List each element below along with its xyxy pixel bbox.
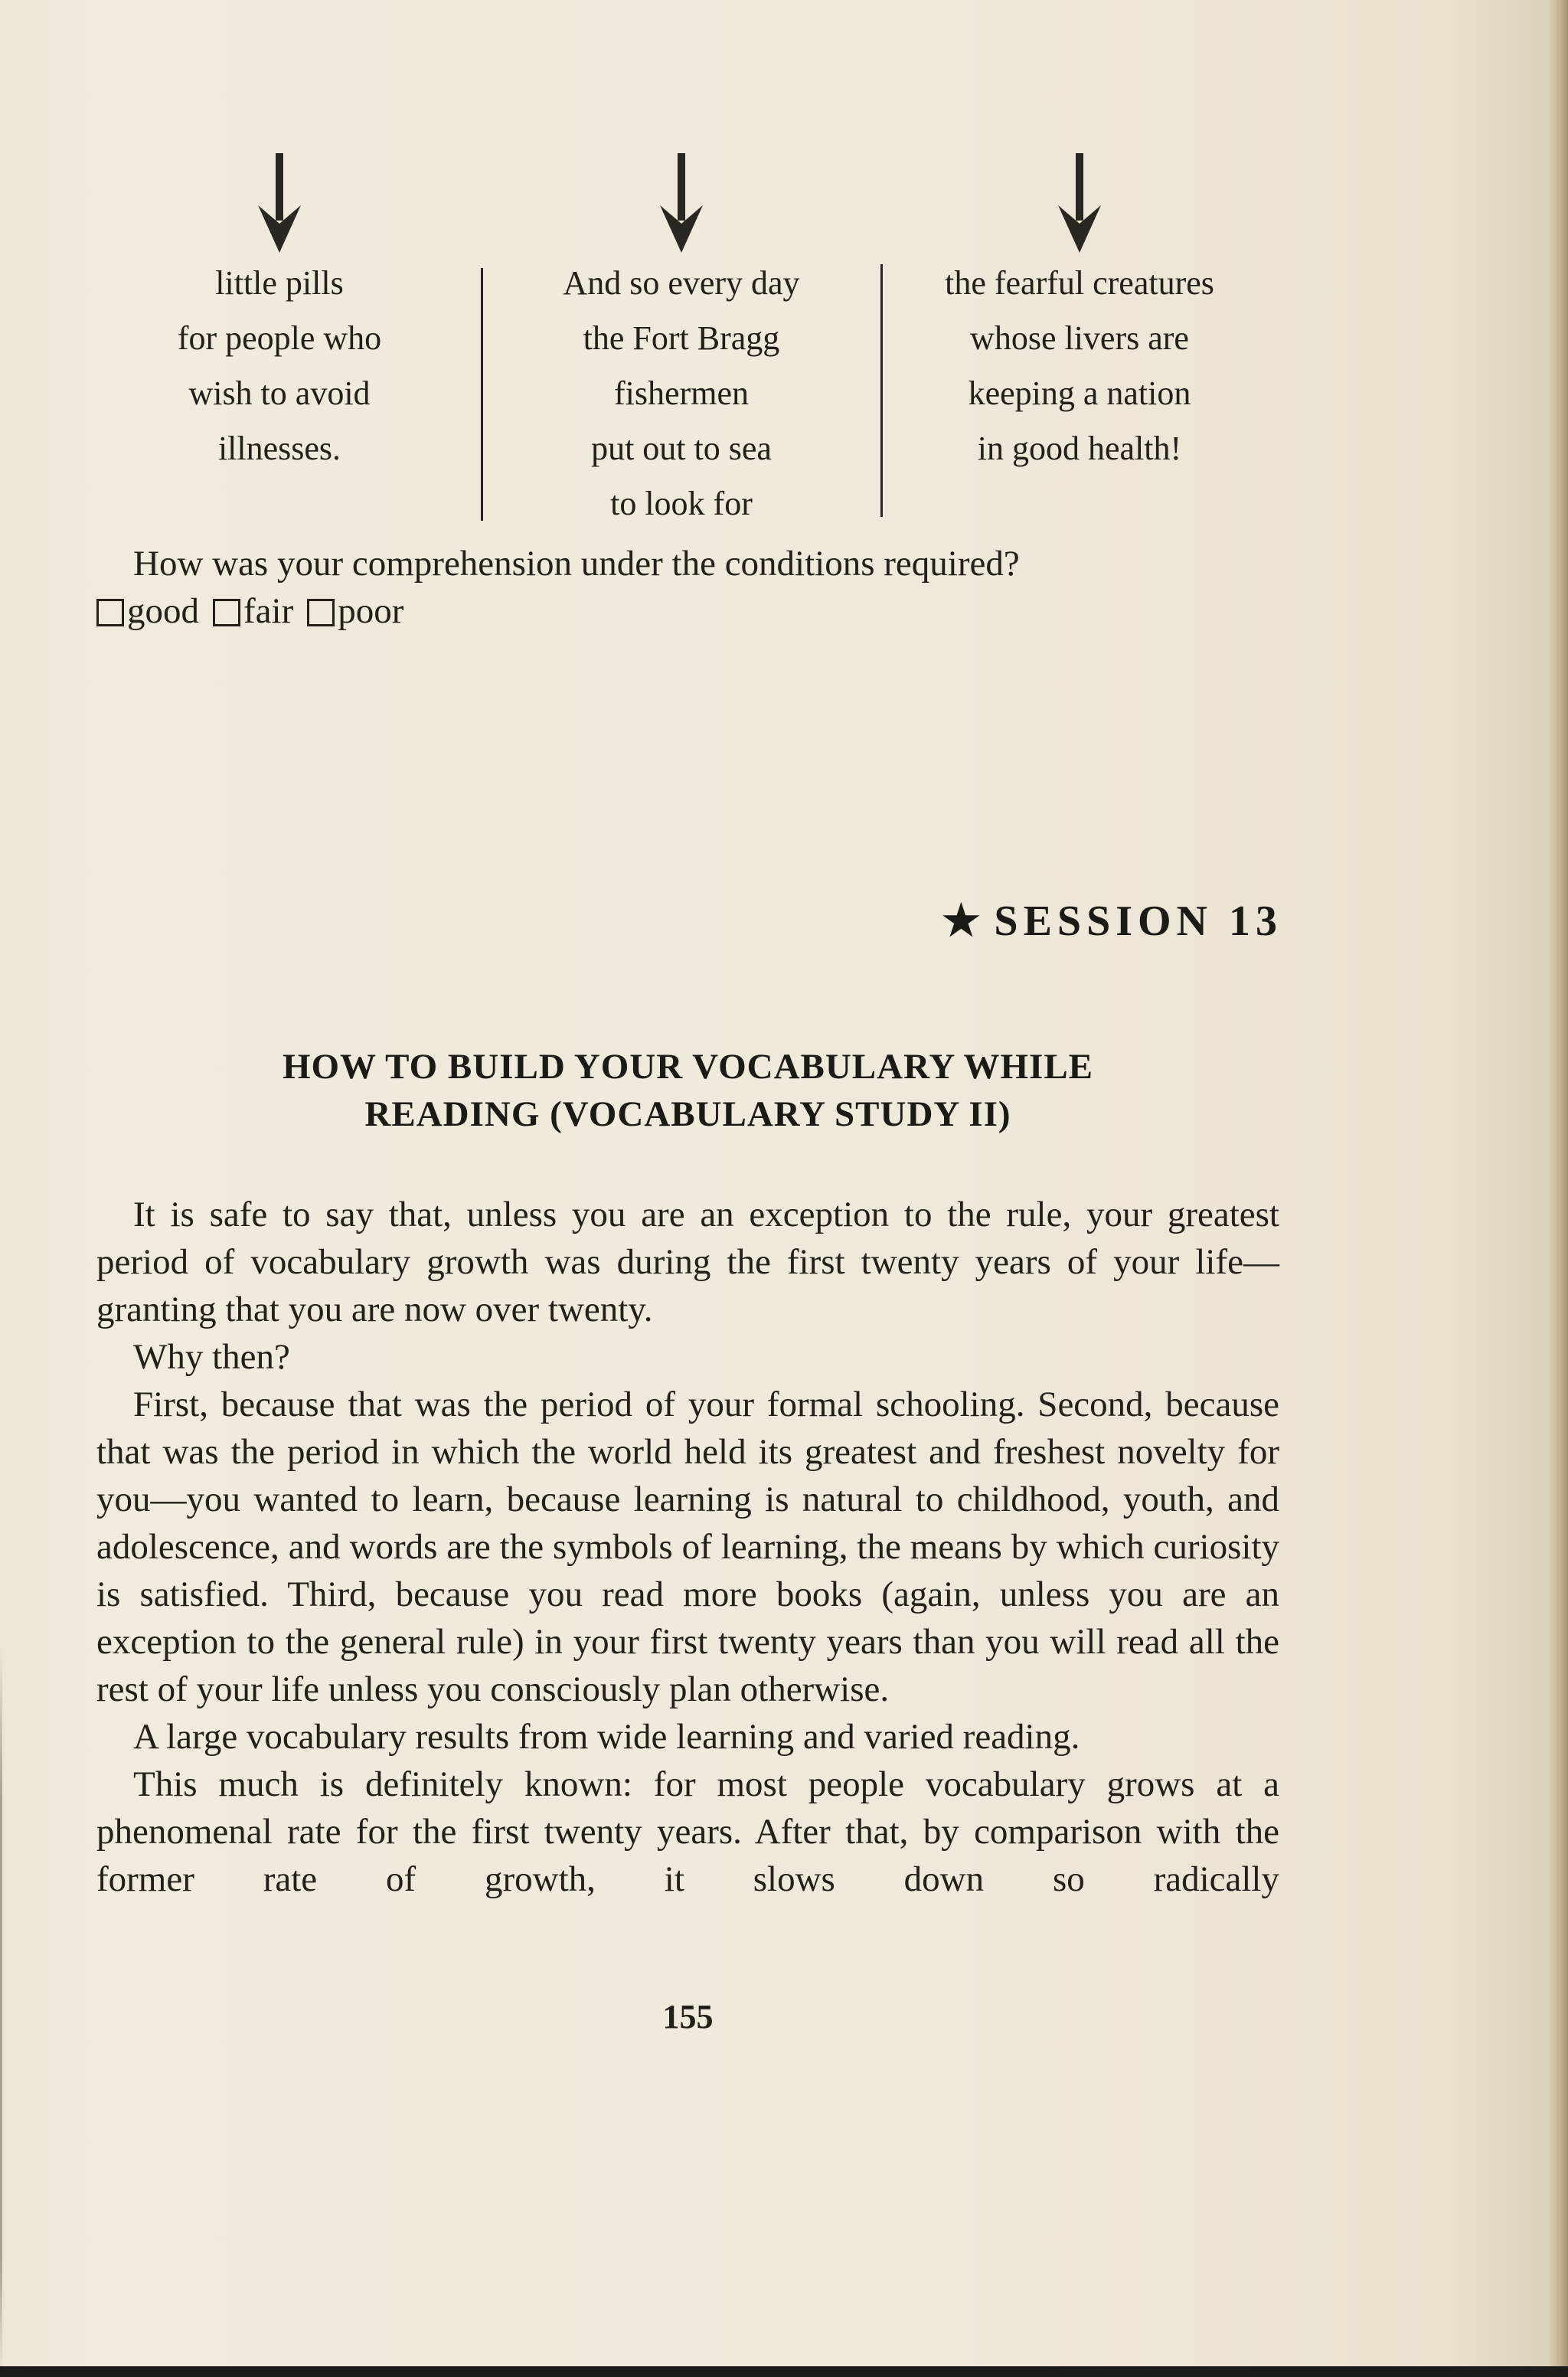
page-edge-left <box>0 1646 2 2374</box>
body-text <box>96 1191 1279 1903</box>
choice-poor[interactable] <box>307 587 403 635</box>
empty-checkbox-icon[interactable] <box>96 599 124 626</box>
column-2-line: the Fort Bragg <box>583 319 780 357</box>
choice-label: poor <box>338 591 404 631</box>
column-1-line: for people who <box>177 319 382 357</box>
column-3-line: in good health! <box>977 430 1182 467</box>
choice-label: fair <box>243 591 294 631</box>
column-3-line: whose livers are <box>970 319 1189 357</box>
column-3-line: keeping a nation <box>968 374 1191 412</box>
session-heading <box>865 896 1282 946</box>
column-divider <box>880 264 883 517</box>
column-3 <box>896 153 1263 476</box>
down-arrow-icon <box>658 153 704 253</box>
column-1 <box>138 153 421 476</box>
column-1-line: wish to avoid <box>188 374 371 412</box>
column-1-line: little pills <box>215 264 344 302</box>
empty-checkbox-icon[interactable] <box>213 599 240 626</box>
column-divider <box>481 268 483 521</box>
column-1-line: illnesses. <box>217 430 341 467</box>
chapter-title <box>96 1043 1279 1138</box>
empty-checkbox-icon[interactable] <box>307 599 335 626</box>
page-number: 155 <box>662 1998 714 2035</box>
down-arrow-icon <box>256 153 302 253</box>
paragraph: First, because that was the period of your formal schooling. Second, because that was the period in which the world held its greatest and freshest novelty for you—you wanted to learn, because learning is natural to childhood, youth, and adolescence, and words are the symbols of learning, the means by which curiosity is satisfied. Third, because you read more books (again, unless you are an exception to the general rule) in your first twenty years than you will read all the rest of your life unless you consciously plan otherwise. <box>96 1385 1279 1709</box>
choice-label: good <box>127 591 199 631</box>
paragraph: A large vocabulary results from wide learning and varied reading. <box>133 1717 1080 1757</box>
column-2-line: And so every day <box>563 264 800 302</box>
comprehension-choices <box>96 587 1279 635</box>
choice-fair[interactable] <box>213 587 293 635</box>
chapter-title-line-1: HOW TO BUILD YOUR VOCABULARY WHILE <box>282 1047 1094 1087</box>
choice-good[interactable] <box>96 587 199 635</box>
paragraph: It is safe to say that, unless you are an exception to the rule, your greatest period of vocabulary growth was during the first twenty years of your life—granting that you are now over twenty. <box>96 1195 1279 1329</box>
page-edge-bottom <box>0 2366 1568 2377</box>
column-2 <box>521 153 842 531</box>
session-label: SESSION 13 <box>994 898 1282 945</box>
paragraph: Why then? <box>133 1337 290 1377</box>
column-2-line: to look for <box>610 485 753 522</box>
star-icon: ★ <box>942 898 981 945</box>
question-text: How was your comprehension under the conditions required? <box>133 544 1020 584</box>
column-3-line: the fearful creatures <box>945 264 1214 302</box>
chapter-title-line-2: READING (VOCABULARY STUDY II) <box>364 1094 1011 1134</box>
paragraph: This much is definitely known: for most people vocabulary grows at a phenomenal rate for the first twenty years. After that, by comparison with the former rate of growth, it slows down so radically <box>96 1764 1279 1899</box>
page-edge-right <box>1550 0 1568 2377</box>
column-2-line: fishermen <box>614 374 749 412</box>
comprehension-question <box>96 540 1279 635</box>
down-arrow-icon <box>1057 153 1102 253</box>
column-2-line: put out to sea <box>591 430 772 467</box>
